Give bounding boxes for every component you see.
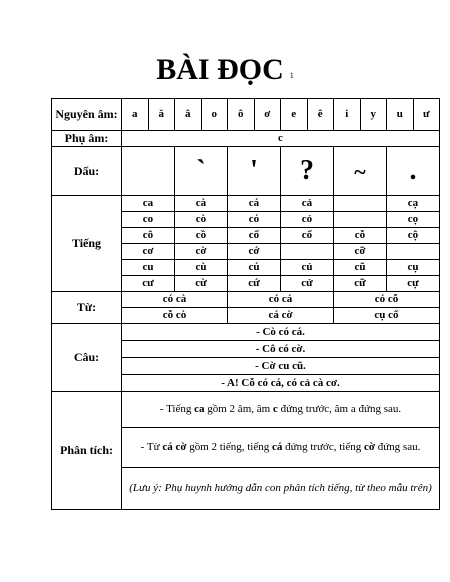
cau-sentence: - Cò có cá. <box>122 324 440 341</box>
tieng-cell: cả <box>281 196 334 212</box>
analysis-line-2 <box>122 428 440 468</box>
tieng-cell: cỡ <box>334 244 387 260</box>
tieng-cell: có <box>228 212 281 228</box>
analysis-text: đứng trước, tiếng <box>282 441 364 453</box>
tieng-cell: cớ <box>228 244 281 260</box>
cau-sentence: - A! Cỗ có cá, có cả cà cơ. <box>122 375 440 392</box>
analysis-note: (Lưu ý: Phụ huynh hướng dẫn con phân tích tiếng, từ theo mẫu trên) <box>122 468 440 510</box>
consonant-row <box>52 131 440 147</box>
vowel-cell: ô <box>228 99 255 131</box>
tone-nang: . <box>387 147 440 196</box>
tieng-cell: củ <box>281 260 334 276</box>
tieng-cell: cố <box>228 228 281 244</box>
consonant-cell: c <box>122 131 440 147</box>
reading-table <box>51 98 440 510</box>
tu-cell: có cỗ <box>334 292 440 308</box>
vowel-row <box>52 99 440 131</box>
tieng-cell: cú <box>228 260 281 276</box>
tieng-row <box>52 196 440 212</box>
analysis-text: đứng trước, âm a đứng sau. <box>277 403 402 415</box>
page-title <box>0 52 450 88</box>
vowel-cell: ă <box>148 99 175 131</box>
tieng-cell: cộ <box>387 228 440 244</box>
vowel-cell: ơ <box>254 99 281 131</box>
cau-sentence: - Cờ cu cũ. <box>122 358 440 375</box>
tieng-cell: cư <box>122 276 175 292</box>
tu-cell: cụ cố <box>334 308 440 324</box>
tieng-cell: cử <box>281 276 334 292</box>
tieng-cell: ca <box>122 196 175 212</box>
tieng-cell: cụ <box>387 260 440 276</box>
tieng-cell: cơ <box>122 244 175 260</box>
tu-row <box>52 292 440 308</box>
tieng-cell: cừ <box>175 276 228 292</box>
tieng-cell: cữ <box>334 276 387 292</box>
tieng-cell: co <box>122 212 175 228</box>
tieng-cell: cờ <box>175 244 228 260</box>
tieng-cell: cọ <box>387 212 440 228</box>
tone-nga: ~ <box>334 147 387 196</box>
analysis-word: c <box>272 403 278 415</box>
label-phan-tich: Phân tích: <box>52 392 122 510</box>
phan-tich-row <box>52 392 440 428</box>
vowel-cell: y <box>360 99 387 131</box>
tieng-cell: cũ <box>334 260 387 276</box>
vowel-cell: e <box>281 99 308 131</box>
label-tieng: Tiếng <box>52 196 122 292</box>
label-nguyen-am: Nguyên âm: <box>52 99 122 131</box>
cau-row <box>52 324 440 341</box>
tieng-cell <box>334 196 387 212</box>
analysis-line-1 <box>122 392 440 428</box>
tu-cell: cá cờ <box>228 308 334 324</box>
tieng-cell: cạ <box>387 196 440 212</box>
tu-cell: cỗ cò <box>122 308 228 324</box>
footnote-mark: 1 <box>289 71 294 80</box>
cau-sentence: - Cô có cờ. <box>122 341 440 358</box>
analysis-word: ca <box>194 403 205 415</box>
analysis-text: - Tiếng <box>159 403 195 415</box>
tone-hoi: ? <box>281 147 334 196</box>
tieng-cell: cà <box>175 196 228 212</box>
tieng-cell: cổ <box>281 228 334 244</box>
tieng-cell: cò <box>175 212 228 228</box>
analysis-word: cờ <box>363 441 375 453</box>
analysis-text: - Từ <box>140 441 163 453</box>
tieng-cell: cù <box>175 260 228 276</box>
tone-blank-cell <box>122 147 175 196</box>
label-phu-am: Phụ âm: <box>52 131 122 147</box>
vowel-cell: â <box>175 99 202 131</box>
analysis-word: cá cờ <box>162 441 187 453</box>
tieng-cell: cu <box>122 260 175 276</box>
tieng-cell: cá <box>228 196 281 212</box>
analysis-word: cá <box>271 441 283 453</box>
vowel-cell: ê <box>307 99 334 131</box>
label-tu: Từ: <box>52 292 122 324</box>
tone-sac: ' <box>228 147 281 196</box>
analysis-text: đứng sau. <box>374 441 421 453</box>
vowel-cell: u <box>387 99 414 131</box>
vowel-cell: i <box>334 99 361 131</box>
tieng-cell <box>387 244 440 260</box>
tone-row <box>52 147 440 196</box>
tu-cell: có cá <box>228 292 334 308</box>
analysis-text: gồm 2 tiếng, tiếng <box>186 441 272 453</box>
vowel-cell: o <box>201 99 228 131</box>
label-cau: Câu: <box>52 324 122 392</box>
tieng-cell <box>334 212 387 228</box>
title-text: BÀI ĐỌC <box>156 53 284 86</box>
analysis-text: gồm 2 âm, âm <box>204 403 273 415</box>
tieng-cell: cứ <box>228 276 281 292</box>
tieng-cell: cô <box>122 228 175 244</box>
tieng-cell: cỏ <box>281 212 334 228</box>
tieng-cell <box>281 244 334 260</box>
label-dau: Dấu: <box>52 147 122 196</box>
tu-cell: có cà <box>122 292 228 308</box>
tieng-cell: cự <box>387 276 440 292</box>
vowel-cell: ư <box>413 99 440 131</box>
tieng-cell: cỗ <box>334 228 387 244</box>
vowel-cell: a <box>122 99 149 131</box>
tieng-cell: cồ <box>175 228 228 244</box>
tone-huyen: ` <box>175 147 228 196</box>
